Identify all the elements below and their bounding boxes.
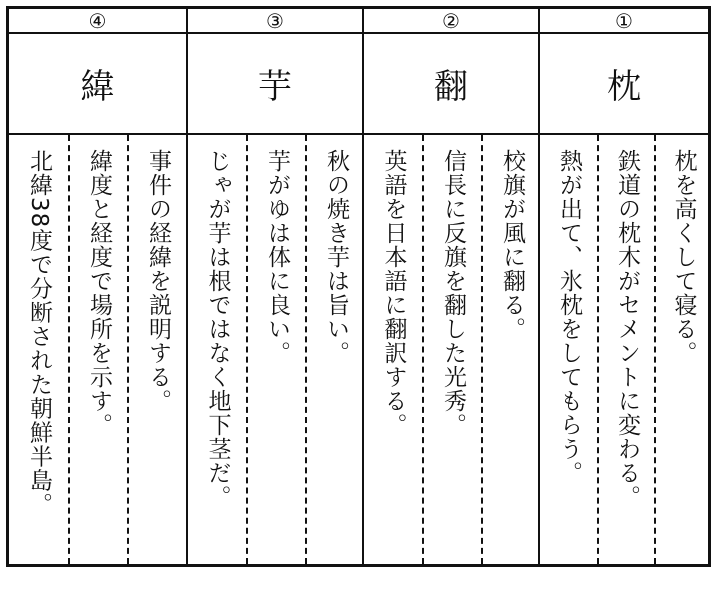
column-4	[9, 9, 186, 564]
example-sentence: 緯度と経度で場所を示す。	[86, 149, 112, 437]
sentence-area	[364, 135, 538, 564]
column-number: ②	[364, 9, 538, 34]
column-number: ①	[540, 9, 708, 34]
column-3	[186, 9, 362, 564]
column-number: ③	[188, 9, 362, 34]
example-sentence: 秋の焼き芋は旨い。	[323, 149, 349, 365]
column-number: ④	[9, 9, 186, 34]
column-kanji: 枕	[540, 34, 708, 135]
example-sentence: じゃが芋は根ではなく地下茎だ。	[204, 149, 231, 509]
example-sentence: 英語を日本語に翻訳する。	[380, 149, 407, 437]
example-sentence: 信長に反旗を翻した光秀。	[440, 149, 466, 437]
sentence-cell	[540, 135, 597, 564]
example-sentence: 北緯38度で分断された朝鮮半島。	[26, 149, 52, 517]
column-kanji: 芋	[188, 34, 362, 135]
example-sentence: 事件の経緯を説明する。	[145, 149, 171, 413]
sentence-cell	[246, 135, 305, 564]
sentence-cell	[305, 135, 364, 564]
sentence-area	[540, 135, 708, 564]
kanji-worksheet	[6, 6, 711, 567]
example-sentence: 枕を高くして寝る。	[670, 149, 697, 365]
sentence-area	[188, 135, 362, 564]
column-1	[538, 9, 708, 564]
sentence-area	[9, 135, 186, 564]
example-sentence: 校旗が風に翻る。	[499, 149, 525, 341]
column-2	[362, 9, 538, 564]
column-kanji: 翻	[364, 34, 538, 135]
sentence-cell	[481, 135, 540, 564]
sentence-cell	[597, 135, 654, 564]
example-sentence: 熱が出て、氷枕をしてもらう。	[556, 149, 582, 485]
sentence-cell	[188, 135, 246, 564]
example-sentence: 芋がゆは体に良い。	[264, 149, 290, 365]
sentence-cell	[68, 135, 127, 564]
sentence-cell	[9, 135, 68, 564]
example-sentence: 鉄道の枕木がセメントに変わる。	[614, 149, 640, 509]
sentence-cell	[364, 135, 422, 564]
sentence-cell	[127, 135, 186, 564]
column-kanji: 緯	[9, 34, 186, 135]
sentence-cell	[422, 135, 481, 564]
sentence-cell	[654, 135, 710, 564]
